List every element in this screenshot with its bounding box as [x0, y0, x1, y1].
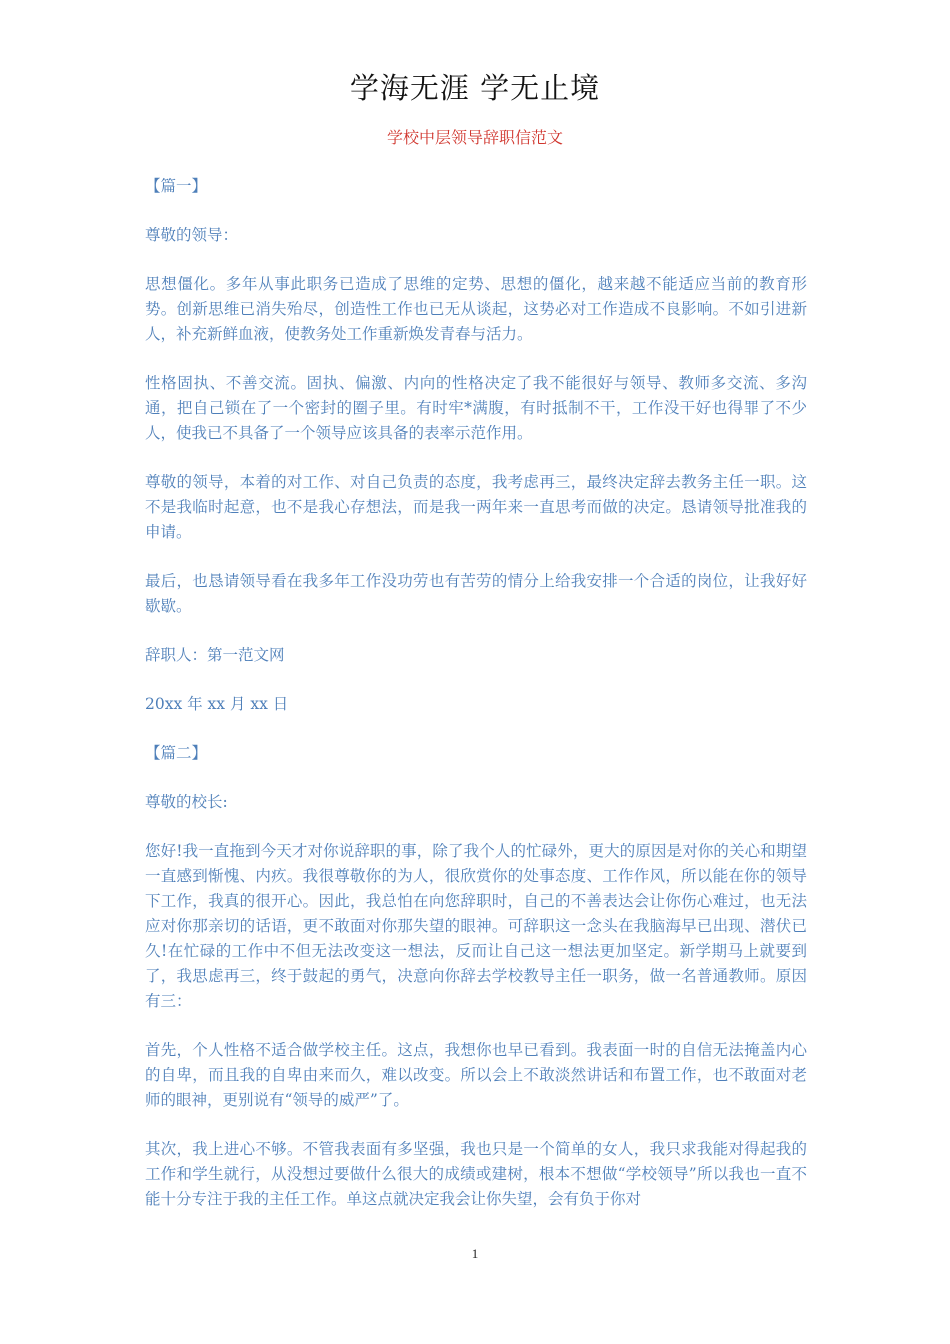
- paragraph: 首先，个人性格不适合做学校主任。这点，我想你也早已看到。我表面一时的自信无法掩盖内心的自卑，而且我的自卑由来而久，难以改变。所以会上不敢淡然讲话和布置工作，也不敢面对老师的眼神，更别说有“领导的威严”了。: [145, 1041, 807, 1109]
- section-heading-2: 【篇二】: [145, 744, 208, 762]
- document-subtitle: 学校中层领导辞职信范文: [386, 128, 563, 147]
- paragraph: 尊敬的领导，本着的对工作、对自己负责的态度，我考虑再三，最终决定辞去教务主任一职。这不是我临时起意，也不是我心存想法，而是我一两年来一直思考而做的决定。恳请领导批准我的申请。: [145, 473, 807, 541]
- date-line: 20xx 年 xx 月 xx 日: [145, 695, 289, 713]
- page-title: 学海无涯 学无止境: [349, 71, 601, 105]
- section-heading-1: 【篇一】: [145, 177, 208, 195]
- paragraph: 最后，也恳请领导看在我多年工作没功劳也有苦劳的情分上给我安排一个合适的岗位，让我好好歇歇。: [145, 572, 807, 615]
- signature-line: 辞职人：第一范文网: [145, 646, 285, 664]
- salutation-1: 尊敬的领导：: [145, 226, 239, 244]
- paragraph: 您好!我一直拖到今天才对你说辞职的事，除了我个人的忙碌外，更大的原因是对你的关心和期望一直感到惭愧、内疚。我很尊敬你的为人，很欣赏你的处事态度、工作作风，所以能在你的领导下工作，我真的很开心。因此，我总怕在向您辞职时，自己的不善表达会让你伤心难过，也无法应对你那亲切的话语，更不敢面对你那失望的眼神。可辞职这一念头在我脑海早已出现、潜伏已久!在忙碌的工作中不但无法改变这一想法，反而让自己这一想法更加坚定。新学期马上就要到了，我思虑再三，终于鼓起的勇气，决意向你辞去学校教导主任一职务，做一名普通教师。原因有三：: [145, 842, 807, 1010]
- paragraph: 性格固执、不善交流。固执、偏激、内向的性格决定了我不能很好与领导、教师多交流、多沟通，把自己锁在了一个密封的圈子里。有时牢*满腹，有时抵制不干，工作没干好也得罪了不少人，使我已不具备了一个领导应该具备的表率示范作用。: [145, 374, 807, 442]
- paragraph: 其次，我上进心不够。不管我表面有多坚强，我也只是一个简单的女人，我只求我能对得起我的工作和学生就行，从没想过要做什么很大的成绩或建树，根本不想做“学校领导”所以我也一直不能十分专注于我的主任工作。单这点就决定我会让你失望，会有负于你对: [145, 1140, 807, 1208]
- page-number: 1: [471, 1246, 479, 1261]
- document-body: [145, 174, 807, 1236]
- salutation-2: 尊敬的校长:: [145, 793, 228, 811]
- paragraph: 思想僵化。多年从事此职务已造成了思维的定势、思想的僵化，越来越不能适应当前的教育形势。创新思维已消失殆尽，创造性工作也已无从谈起，这势必对工作造成不良影响。不如引进新人，补充新鲜血液，使教务处工作重新焕发青春与活力。: [145, 275, 807, 343]
